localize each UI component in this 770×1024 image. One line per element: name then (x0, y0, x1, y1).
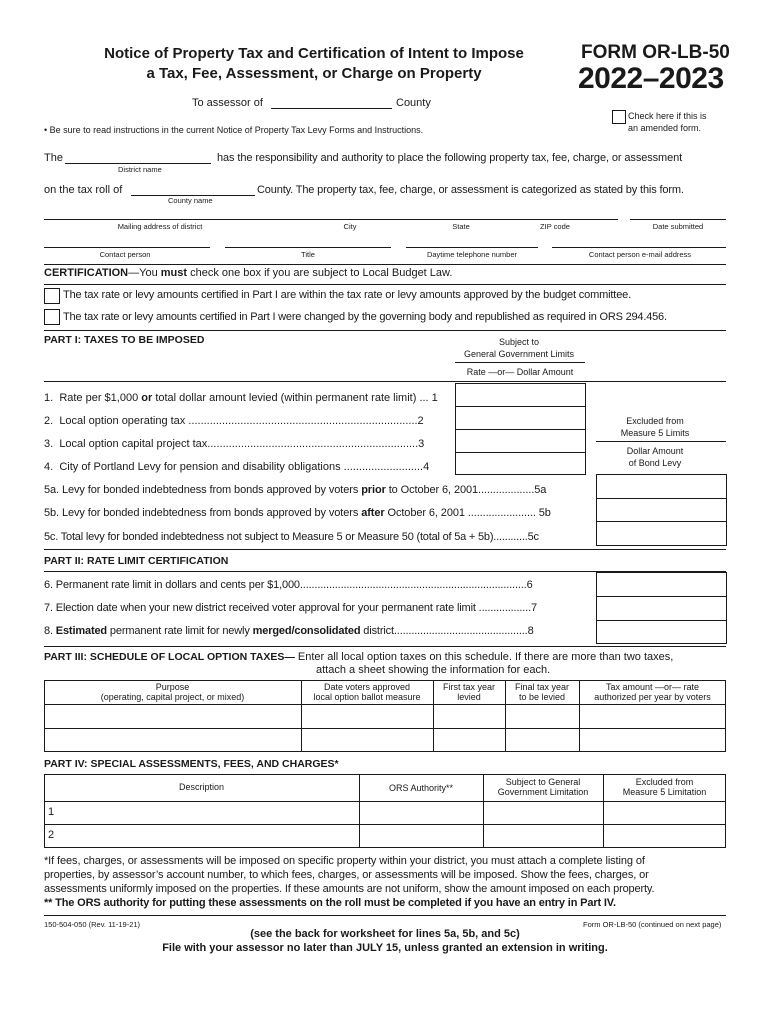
mailing-address-label: Mailing address of district (117, 222, 203, 231)
col-subject-l1: Subject to General (505, 777, 581, 787)
date-submitted-label: Date submitted (652, 222, 704, 231)
mailing-address-field[interactable] (44, 219, 618, 220)
line5b-label: 5b. Levy for bonded indebtedness from bonds approved by voters after October 6, 2001 ....................... 5b (44, 507, 551, 519)
footnote-line3: assessments uniformly imposed on the properties. If these amounts are not uniform, show the amount imposed on each property. (44, 883, 655, 895)
part4-row1-num: 1 (48, 806, 55, 818)
email-label: Contact person e-mail address (588, 250, 692, 259)
special-assessment-row-1[interactable] (60, 802, 725, 823)
zip-label: ZIP code (540, 222, 570, 231)
amended-label-line1: Check here if this is (628, 111, 707, 121)
title-label: Title (301, 250, 315, 259)
special-assessment-row-2[interactable] (60, 825, 725, 847)
assessor-county-field[interactable] (271, 108, 392, 109)
amended-checkbox[interactable] (612, 110, 626, 124)
back-worksheet-note: (see the back for worksheet for lines 5a, 5b, and 5c) (250, 928, 520, 940)
footnote-line4: ** The ORS authority for putting these assessments on the roll must be completed if you have an entry in Part IV. (44, 897, 616, 909)
col-amount-l2: authorized per year by voters (594, 692, 711, 702)
on-roll-text: on the tax roll of (44, 184, 123, 196)
contact-person-field[interactable] (44, 247, 210, 248)
line5c-label: 5c. Total levy for bonded indebtedness not subject to Measure 5 or Measure 50 (total of 5a + 5b)............5c (44, 531, 539, 543)
the-label: The (44, 152, 63, 164)
part1-rate-col: Rate —or— Dollar Amount (466, 367, 574, 377)
bond-line1: Dollar Amount (626, 446, 684, 456)
line1-label: 1. Rate per $1,000 or total dollar amount levied (within permanent rate limit) ... 1 (44, 392, 438, 404)
col-ors-authority: ORS Authority** (388, 783, 454, 793)
bond-line2: of Bond Levy (628, 458, 682, 468)
line7-label: 7. Election date when your new district received voter approval for your permanent rate limit ..................7 (44, 602, 537, 614)
to-assessor-prefix: To assessor of (192, 97, 263, 109)
certification-heading (44, 267, 452, 279)
part4-heading: PART IV: SPECIAL ASSESSMENTS, FEES, AND CHARGES* (44, 758, 339, 770)
instructions-note: • Be sure to read instructions in the current Notice of Property Tax Levy Forms and Instructions. (44, 125, 424, 135)
changed-republished-checkbox[interactable] (44, 309, 60, 325)
county-statement: County. The property tax, fee, charge, or assessment is categorized as stated by this form. (257, 184, 684, 196)
part1-heading: PART I: TAXES TO BE IMPOSED (44, 334, 205, 346)
excluded-line2: Measure 5 Limits (620, 428, 690, 438)
line3-label: 3. Local option capital project tax.....................................................................3 (44, 438, 425, 450)
email-field[interactable] (552, 247, 726, 248)
col-final-l1: Final tax year (514, 682, 570, 692)
col-purpose-l1: Purpose (155, 682, 190, 692)
col-subject-l2: Government Limitation (497, 787, 589, 797)
footnote-line2: properties, by assessor’s account number, to which fees, charges, or assessments will be imposed. Show the fees, charges, or (44, 869, 649, 881)
to-assessor-suffix: County (396, 97, 431, 109)
continued-note: Form OR-LB-50 (continued on next page) (583, 920, 722, 929)
col-amount-l1: Tax amount —or— rate (605, 682, 700, 692)
line6-label: 6. Permanent rate limit in dollars and cents per $1,000..............................................................................6 (44, 579, 533, 591)
line2-label: 2. Local option operating tax ...........................................................................2 (44, 415, 424, 427)
responsibility-text: has the responsibility and authority to place the following property tax, fee, charge, or assessment (217, 152, 683, 164)
changed-republished-label: The tax rate or levy amounts certified in Part I were changed by the governing body and republished as required in ORS 294.456. (63, 311, 667, 323)
col-date-l2: local option ballot measure (313, 692, 421, 702)
form-title-line1: Notice of Property Tax and Certification of Intent to Impose (104, 45, 524, 62)
part3-heading: PART III: SCHEDULE OF LOCAL OPTION TAXES— Enter all local option taxes on this schedule. If there are more than two taxes, (44, 651, 674, 663)
phone-label: Daytime telephone number (426, 250, 518, 259)
line4-label: 4. City of Portland Levy for pension and disability obligations ..........................4 (44, 461, 430, 473)
within-budget-checkbox[interactable] (44, 288, 60, 304)
file-deadline-note: File with your assessor no later than JULY 15, unless granted an extension in writing. (162, 942, 608, 954)
lines5-bond-box[interactable] (596, 474, 727, 546)
excluded-line1: Excluded from (626, 416, 684, 426)
state-label: State (452, 222, 470, 231)
city-label: City (343, 222, 357, 231)
local-option-row-2[interactable] (45, 729, 725, 751)
phone-field[interactable] (406, 247, 538, 248)
district-name-field[interactable] (65, 163, 211, 164)
col-final-l2: to be levied (518, 692, 566, 702)
footnote-line1: *If fees, charges, or assessments will be imposed on specific property within your district, you must attach a complete listing of (44, 855, 645, 867)
line8-label: 8. Estimated permanent rate limit for newly merged/consolidated district..............................................8 (44, 625, 534, 637)
certification-must: must (160, 267, 188, 279)
local-option-row-1[interactable] (45, 705, 725, 727)
col-purpose-l2: (operating, capital project, or mixed) (100, 692, 245, 702)
col-excluded-l2: Measure 5 Limitation (622, 787, 707, 797)
part4-row2-num: 2 (48, 829, 55, 841)
certification-rest: check one box if you are subject to Local Budget Law. (187, 267, 453, 279)
certification-title: CERTIFICATION (44, 267, 129, 279)
amended-label-line2: an amended form. (628, 123, 702, 133)
form-year: 2022–2023 (578, 62, 724, 95)
col-first-l2: levied (457, 692, 481, 702)
col-excluded-l1: Excluded from (635, 777, 694, 787)
part3-heading-line2: attach a sheet showing the information for each. (316, 664, 551, 676)
col-description: Description (178, 782, 225, 792)
part2-amount-box[interactable] (596, 572, 727, 644)
col-date-l1: Date voters approved (323, 682, 411, 692)
form-title-line2: a Tax, Fee, Assessment, or Charge on Property (146, 65, 482, 82)
line5a-label: 5a. Levy for bonded indebtedness from bonds approved by voters prior to October 6, 2001...................5a (44, 484, 547, 496)
title-field[interactable] (225, 247, 391, 248)
certification-dash: —You (128, 267, 161, 279)
part1-subject-line2: General Government Limits (463, 349, 575, 359)
part1-subject-line1: Subject to (498, 337, 540, 347)
form-revision: 150-504-050 (Rev. 11-19-21) (44, 920, 141, 929)
form-number: FORM OR-LB-50 (581, 42, 730, 63)
district-name-label: District name (118, 165, 162, 174)
part2-heading: PART II: RATE LIMIT CERTIFICATION (44, 555, 229, 567)
contact-person-label: Contact person (99, 250, 151, 259)
within-budget-label: The tax rate or levy amounts certified in Part I are within the tax rate or levy amounts approved by the budget committee. (63, 289, 632, 301)
county-name-label: County name (168, 196, 213, 205)
date-submitted-field[interactable] (630, 219, 726, 220)
col-first-l1: First tax year (442, 682, 495, 692)
